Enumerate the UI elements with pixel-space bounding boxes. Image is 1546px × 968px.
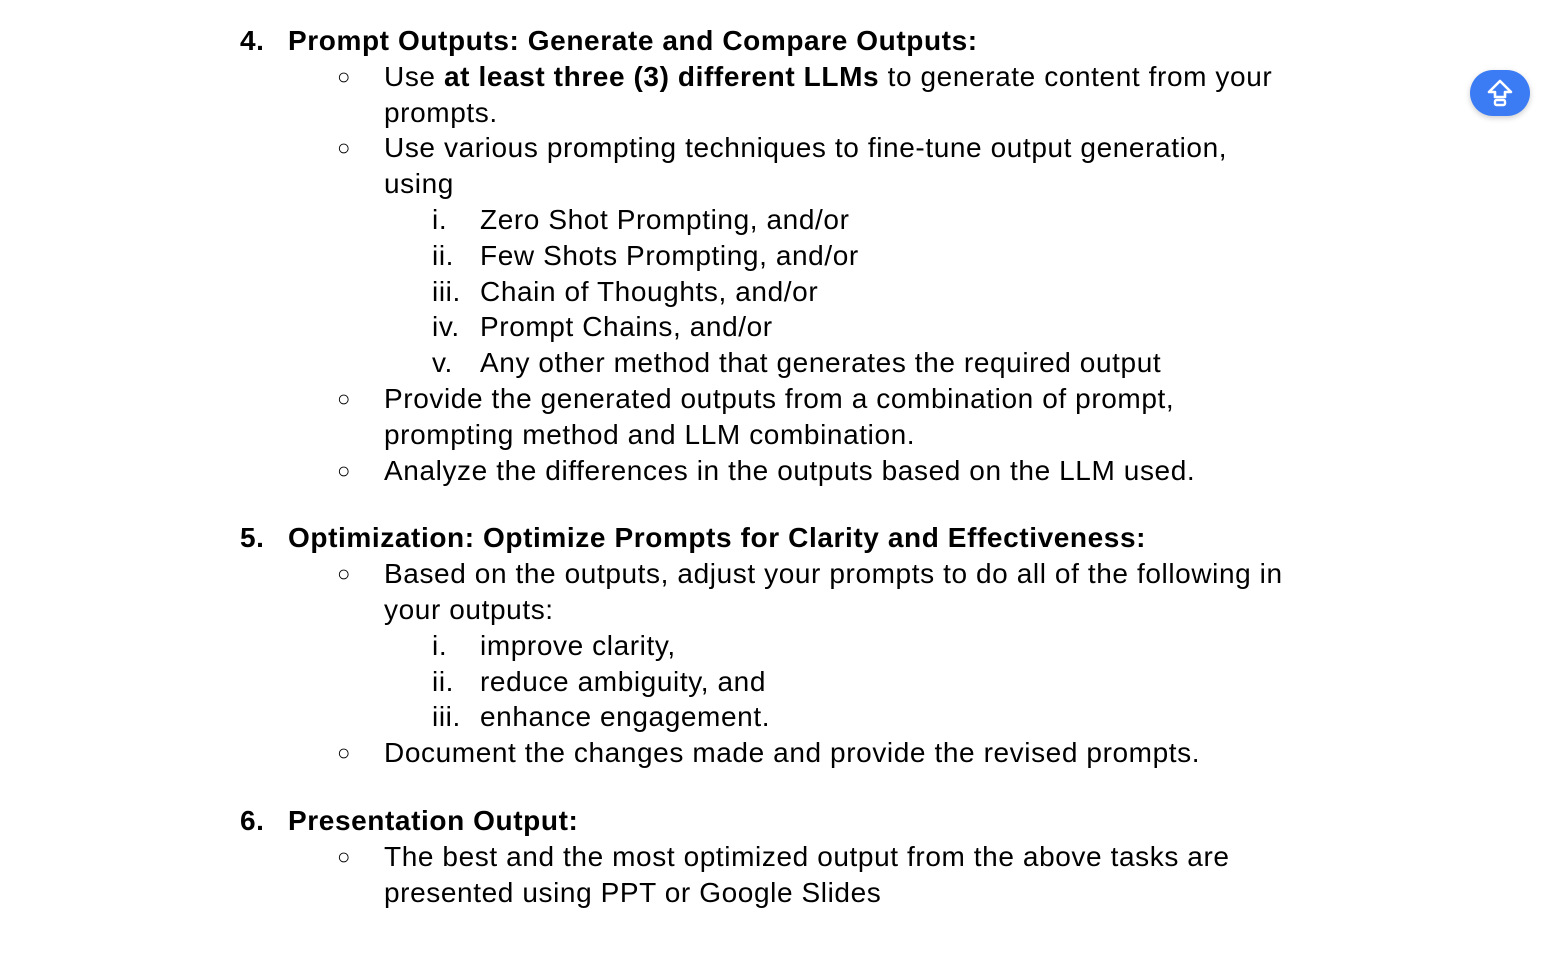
roman-number: v. (432, 347, 453, 379)
bullet-icon: ○ (337, 740, 351, 766)
section-number: 6. (240, 804, 265, 836)
list-item-cont (0, 417, 1546, 453)
roman-number: ii. (432, 665, 455, 697)
roman-number: ii. (432, 239, 455, 271)
list-text: prompts. (384, 96, 498, 128)
list-text: your outputs: (384, 593, 554, 625)
section-heading (0, 803, 1546, 839)
floating-upload-button[interactable] (1470, 70, 1530, 116)
list-item (0, 839, 1546, 875)
roman-number: iii. (432, 701, 461, 733)
upload-arrow-icon (1485, 78, 1515, 108)
list-text: prompting method and LLM combination. (384, 418, 916, 450)
roman-number: iii. (432, 275, 461, 307)
sub-item (0, 309, 1546, 345)
roman-number: i. (432, 629, 448, 661)
list-text: Based on the outputs, adjust your prompts to do all of the following in (384, 558, 1283, 590)
list-item-cont (0, 875, 1546, 911)
roman-number: i. (432, 203, 448, 235)
bullet-icon: ○ (337, 385, 351, 411)
list-item-cont (0, 166, 1546, 202)
sub-text: Few Shots Prompting, and/or (480, 239, 859, 271)
list-text: Document the changes made and provide the revised prompts. (384, 737, 1201, 769)
list-item (0, 59, 1546, 95)
sub-item (0, 238, 1546, 274)
bullet-icon: ○ (337, 135, 351, 161)
sub-text: Zero Shot Prompting, and/or (480, 203, 850, 235)
sub-item (0, 202, 1546, 238)
list-item (0, 381, 1546, 417)
sub-text: Prompt Chains, and/or (480, 311, 773, 343)
sub-text: improve clarity, (480, 629, 676, 661)
section-title: Prompt Outputs: Generate and Compare Outputs: (288, 25, 978, 56)
section-number: 4. (240, 25, 265, 56)
list-item-cont (0, 95, 1546, 131)
bullet-icon: ○ (337, 457, 351, 483)
document-body (0, 23, 1546, 910)
list-item-cont (0, 592, 1546, 628)
list-item (0, 735, 1546, 771)
list-text: presented using PPT or Google Slides (384, 876, 882, 908)
section-heading (0, 520, 1546, 556)
list-text (384, 59, 1272, 95)
sub-item (0, 664, 1546, 700)
sub-text: Any other method that generates the required output (480, 347, 1162, 379)
sub-text: Chain of Thoughts, and/or (480, 275, 819, 307)
list-text: Analyze the differences in the outputs based on the LLM used. (384, 454, 1196, 486)
sub-text: enhance engagement. (480, 701, 771, 733)
roman-number: iv. (432, 311, 460, 343)
section-title: Optimization: Optimize Prompts for Clarity and Effectiveness: (288, 522, 1147, 554)
sub-item (0, 345, 1546, 381)
list-text: using (384, 168, 454, 200)
list-item (0, 556, 1546, 592)
bullet-icon: ○ (337, 63, 351, 89)
spacer (0, 488, 1546, 520)
list-text: Provide the generated outputs from a combination of prompt, (384, 382, 1175, 414)
section-number: 5. (240, 522, 265, 554)
sub-item (0, 628, 1546, 664)
list-text: The best and the most optimized output from the above tasks are (384, 840, 1230, 872)
list-item (0, 130, 1546, 166)
section-heading (0, 23, 1546, 59)
section-title: Presentation Output: (288, 804, 579, 836)
text: Use (384, 60, 444, 92)
bullet-icon: ○ (337, 561, 351, 587)
sub-text: reduce ambiguity, and (480, 665, 767, 697)
list-item (0, 453, 1546, 489)
sub-item (0, 274, 1546, 310)
spacer (0, 771, 1546, 803)
bullet-icon: ○ (337, 843, 351, 869)
sub-item (0, 699, 1546, 735)
bold-text: at least three (3) different LLMs (443, 60, 880, 92)
text: to generate content from your (879, 60, 1273, 92)
list-text: Use various prompting techniques to fine-tune output generation, (384, 132, 1228, 164)
